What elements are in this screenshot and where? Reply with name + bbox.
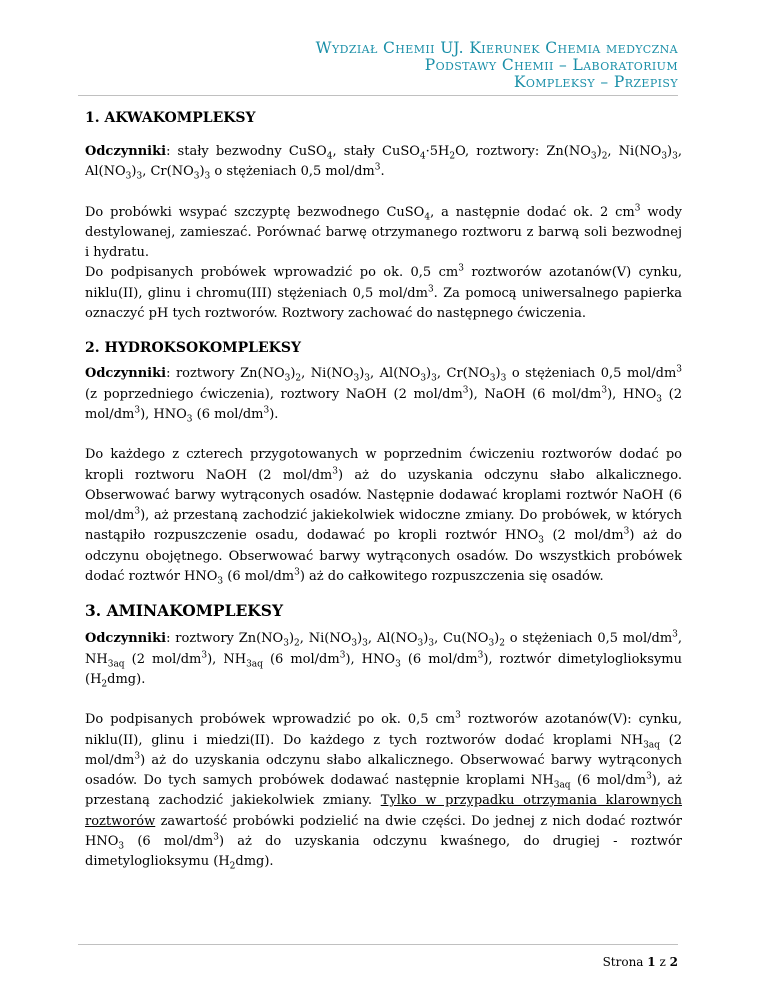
- page-number: [603, 955, 678, 969]
- reagents-label: Odczynniki: [85, 631, 167, 647]
- section-3-title: 3. AMINAKOMPLEKSY: [85, 601, 284, 621]
- section-1-reagents-text: : stały bezwodny CuSO$_4$, stały $CuSO_4\cdot 5H_2O$, roztwory: $Zn(NO_3)_2$, $Ni(NO_3)_3$, $Al(NO_3)_3$, $Cr(NO_3)_3$ o stężeniach 0,5 mol/$dm^3$.: [85, 144, 682, 182]
- section-3-procedure: Do podpisanych probówek wprowadzić po ok. 0,5 $cm^3$ roztworów azotanów(V): cynku, niklu(II), glinu i miedzi(II). Do każdego z tych roztworów dodać kroplami $NH_{3aq}$ (2 mol/$dm^3$) aż do uzyskania odczynu słabo alkalicznego. Obserwować barwy wytrąconych osadów. Do tych samych probówek dodawać następnie kroplami $NH_{3aq}$ (6 mol/$dm^3$), aż przestaną zachodzić jakiekolwiek zmiany. Tylko w przypadku otrzymania klarownych roztworów zawartość probówki podzielić na dwie części. Do jednej z nich dodać roztwór $HNO_3$ (6 mol/$dm^3$) aż do uzyskania odczynu kwaśnego, do drugiej - roztwór dimetyloglioksymu $(H_2dmg)$.: [85, 710, 683, 872]
- current-page: 1: [647, 955, 656, 969]
- section-2-title: 2. HYDROKSOKOMPLEKSY: [85, 340, 301, 357]
- section-2-reagents: [85, 364, 682, 425]
- page-prefix: Strona: [602, 955, 644, 969]
- reagents-label: Odczynniki: [85, 144, 167, 159]
- section-2-reagents-text: : roztwory $Zn(NO_3)_2$, $Ni(NO_3)_3$, $Al(NO_3)_3$, $Cr(NO_3)_3$ o stężeniach 0,5 mol/$dm^3$ (z poprzedniego ćwiczenia), roztwory NaOH (2 mol/$dm^3$), NaOH (6 mol/$dm^3$), $HNO_3$ (2 mol/$dm^3$), $HNO_3$ (6 mol/$dm^3$).: [85, 365, 683, 425]
- page-header: [316, 40, 678, 91]
- footer-divider: [78, 944, 678, 945]
- section-1-procedure-2: Do podpisanych probówek wprowadzić po ok. 0,5 $cm^3$ roztworów azotanów(V) cynku, niklu(II), glinu i chromu(III) stężeniach 0,5 mol/$dm^3$. Za pomocą uniwersalnego papierka oznaczyć pH tych roztworów. Roztwory zachować do następnego ćwiczenia.: [85, 264, 682, 322]
- section-1-reagents: [85, 142, 682, 183]
- header-line-course: Podstawy Chemii – Laboratorium: [424, 56, 678, 74]
- header-divider: [78, 95, 678, 96]
- reagents-label: Odczynniki: [85, 366, 167, 382]
- header-line-faculty: Wydział Chemii UJ. Kierunek Chemia medyczna: [315, 39, 678, 57]
- section-1-procedure-1: Do probówki wsypać szczyptę bezwodnego CuSO$_4$, a następnie dodać ok. 2 $cm^3$ wody destylowanej, zamieszać. Porównać barwę otrzymanego roztworu z barwą soli bezwodnej i hydratu.: [85, 203, 682, 261]
- section-3-reagents: [85, 629, 682, 690]
- section-3-reagents-text: : roztwory $Zn(NO_3)_2$, $Ni(NO_3)_3$, $Al(NO_3)_3$, $Cu(NO_3)_2$ o stężeniach 0,5 mol/$dm^3$, $NH_{3aq}$ (2 mol/$dm^3$), $NH_{3aq}$ (6 mol/$dm^3$), $HNO_3$ (6 mol/$dm^3$), roztwór dimetyloglioksymu $(H_2dmg)$.: [85, 630, 683, 690]
- total-pages: 2: [669, 955, 678, 969]
- section-2-procedure: Do każdego z czterech przygotowanych w poprzednim ćwiczeniu roztworów dodać po kropli roztworu NaOH (2 mol/$dm^3$) aż do uzyskania odczynu słabo alkalicznego. Obserwować barwy wytrąconych osadów. Następnie dodawać kroplami roztwór NaOH (6 mol/$dm^3$), aż przestaną zachodzić jakiekolwiek widoczne zmiany. Do probówek, w których nastąpiło rozpuszczenie osadu, dodawać po kropli roztwór $HNO_3$ (2 mol/$dm^3$) aż do odczynu obojętnego. Obserwować barwy wytrąconych osadów. Do wszystkich probówek dodać roztwór $HNO_3$ (6 mol/$dm^3$) aż do całkowitego rozpuszczenia się osadów.: [85, 447, 683, 587]
- page-of: z: [659, 955, 666, 969]
- section-1-title: 1. AKWAKOMPLEKSY: [85, 110, 256, 126]
- header-line-topic: Kompleksy – Przepisy: [513, 73, 678, 91]
- document-body: [85, 108, 682, 873]
